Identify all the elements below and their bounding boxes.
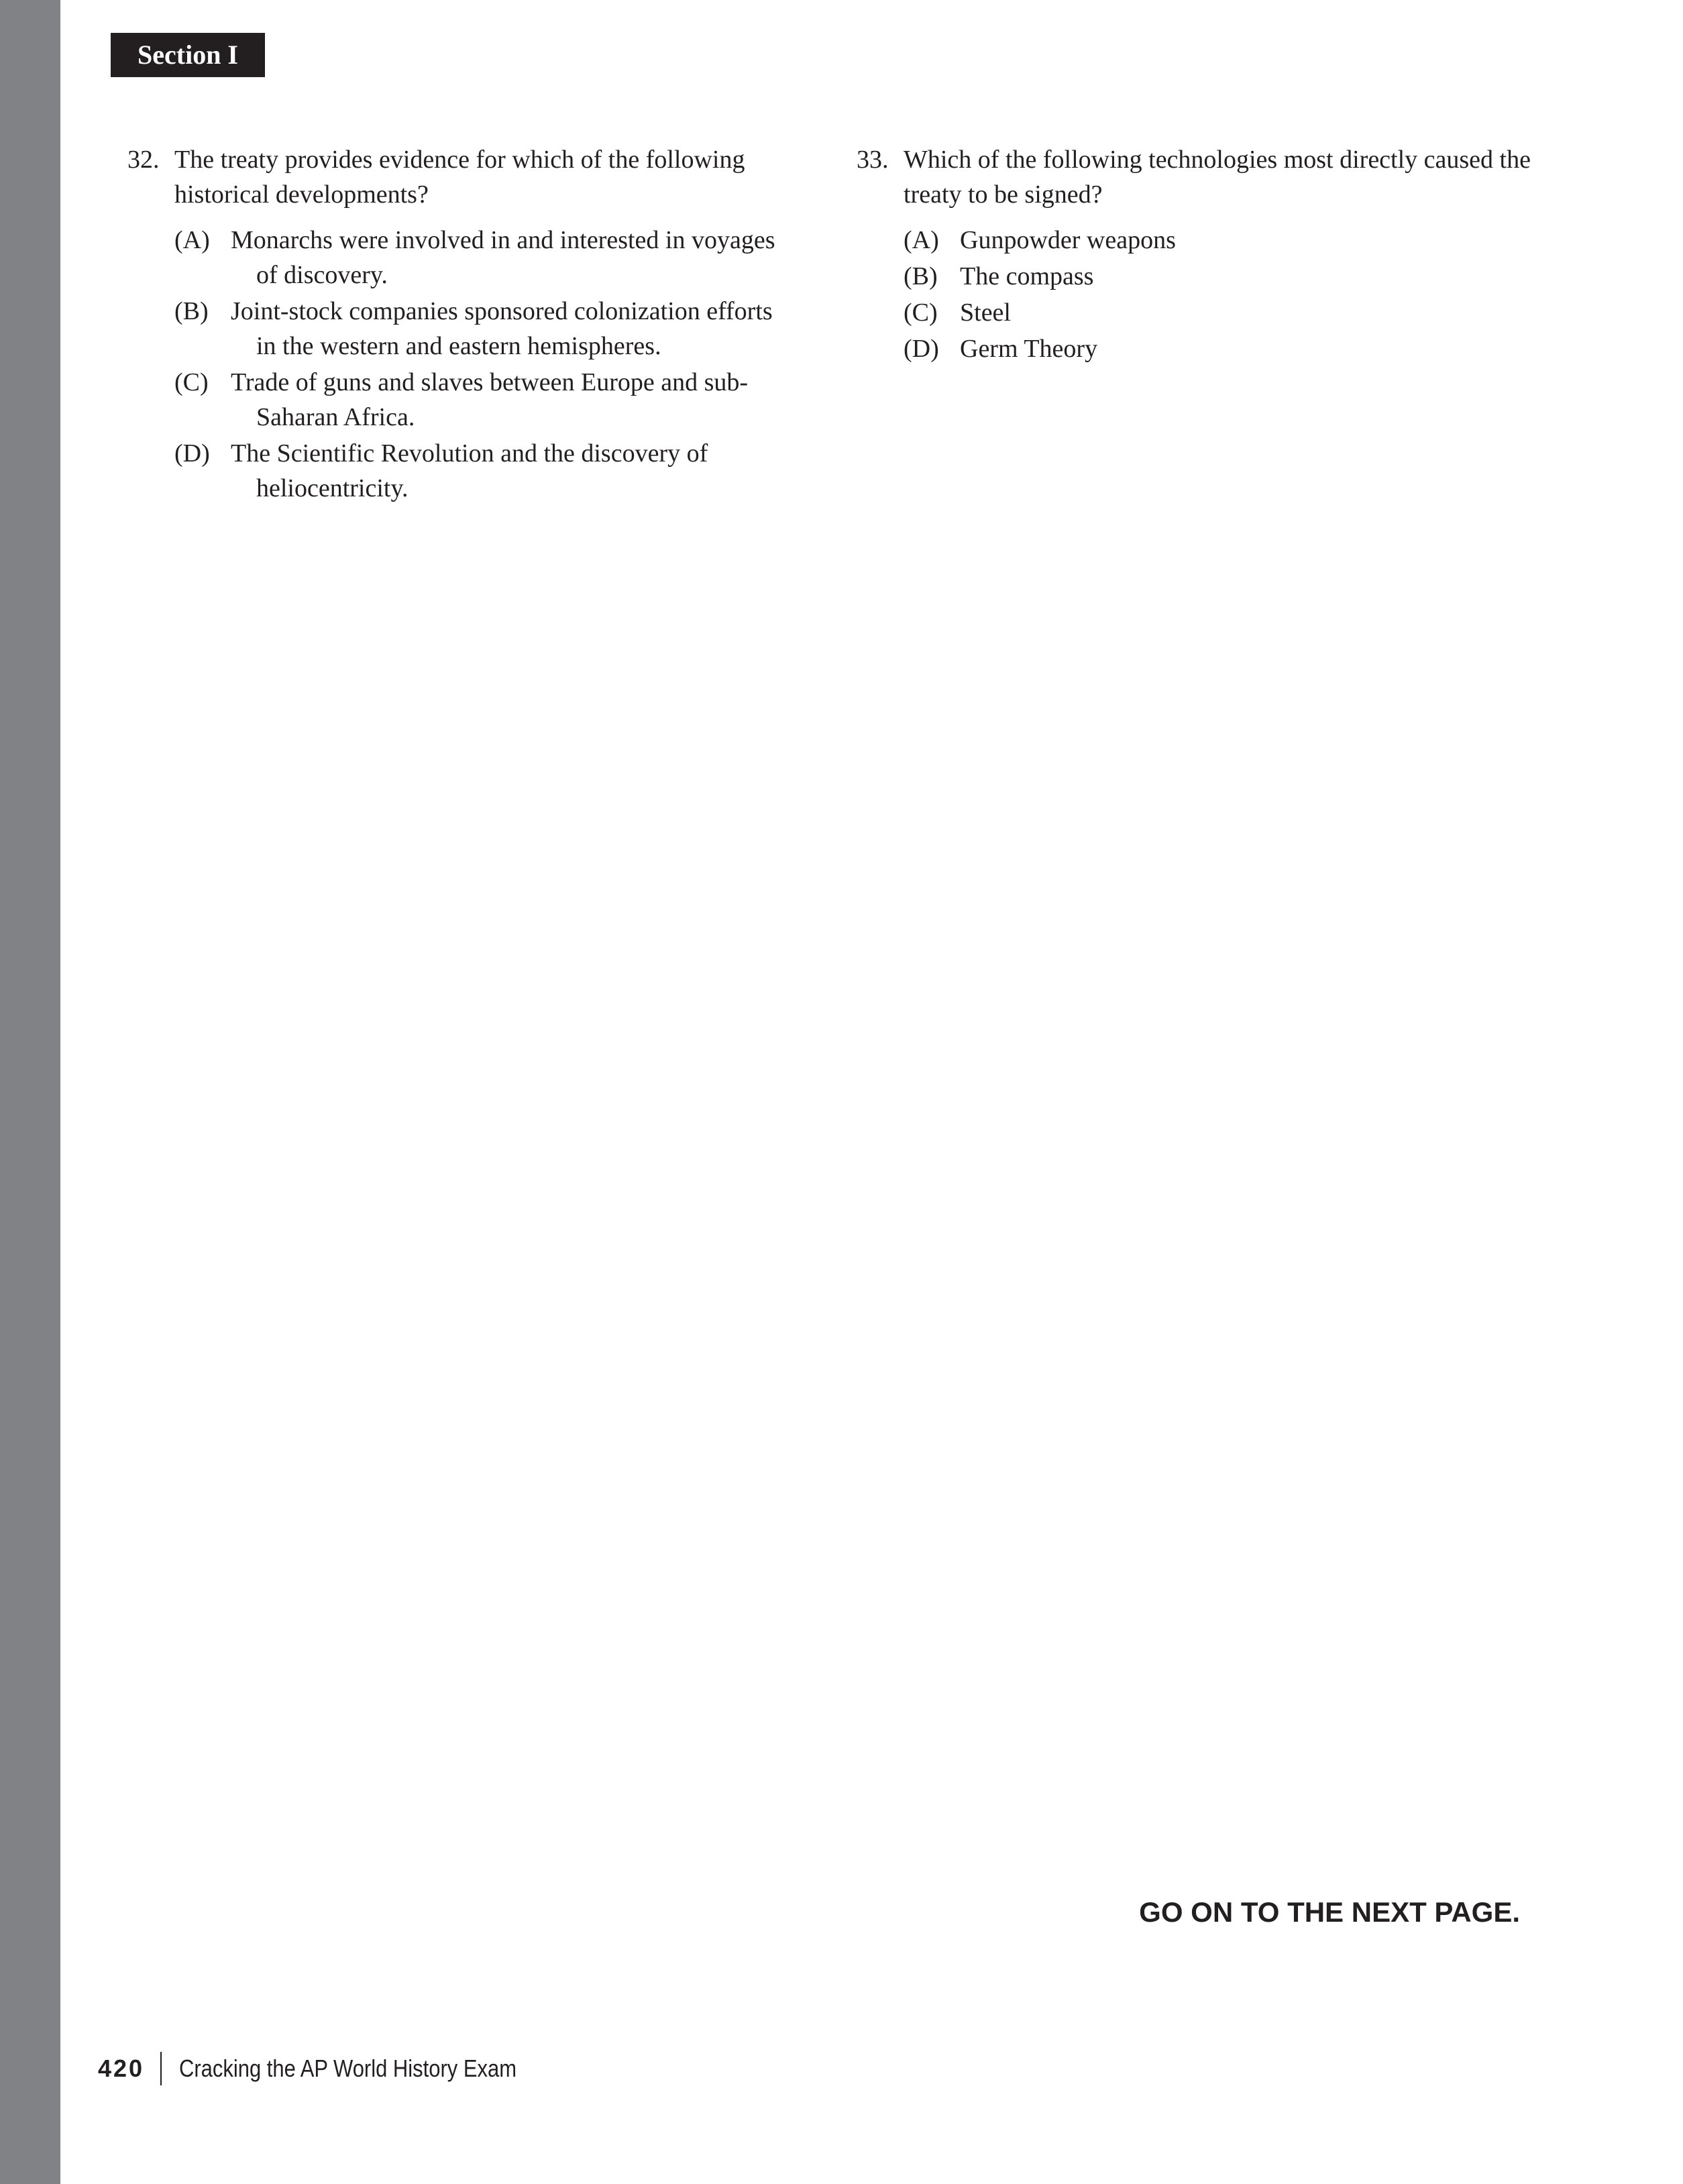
answer-choice-b[interactable]	[174, 294, 798, 364]
answer-choice-a[interactable]	[904, 223, 1541, 258]
answer-choice-d[interactable]	[904, 331, 1541, 366]
choice-text: Trade of guns and slaves between Europe and sub-Saharan Africa.	[231, 368, 749, 431]
page-number: 420	[98, 2055, 145, 2082]
choice-letter: (C)	[174, 368, 209, 396]
book-title: Cracking the AP World History Exam	[179, 2055, 517, 2082]
choice-text: Germ Theory	[960, 335, 1098, 363]
choice-letter: (B)	[904, 262, 938, 290]
section-tab: Section I	[111, 33, 265, 77]
choice-text: Monarchs were involved in and interested in voyages of discovery.	[231, 226, 775, 289]
answer-choice-d[interactable]	[174, 436, 798, 506]
answer-choice-b[interactable]	[904, 259, 1541, 294]
page-footer	[98, 2051, 572, 2086]
choice-text: Joint-stock companies sponsored colonization efforts in the western and eastern hemispheres.	[231, 297, 773, 360]
question-stem	[127, 142, 798, 212]
choice-text: Steel	[960, 298, 1011, 327]
answer-choices	[857, 223, 1541, 366]
choice-letter: (A)	[904, 226, 939, 254]
question-number: 32.	[127, 146, 160, 174]
question-33	[857, 142, 1541, 368]
question-number: 33.	[857, 146, 889, 174]
page-edge-bar	[0, 0, 60, 2184]
choice-letter: (A)	[174, 226, 210, 254]
answer-choice-a[interactable]	[174, 223, 798, 292]
question-stem	[857, 142, 1541, 212]
question-32	[127, 142, 798, 507]
next-page-notice: GO ON TO THE NEXT PAGE.	[1139, 1896, 1520, 1928]
choice-text: The Scientific Revolution and the discovery of heliocentricity.	[231, 439, 708, 502]
answer-choices	[127, 223, 798, 506]
question-text: Which of the following technologies most directly caused the treaty to be signed?	[904, 146, 1531, 209]
footer-divider	[160, 2052, 162, 2085]
choice-letter: (D)	[904, 335, 939, 363]
choice-letter: (B)	[174, 297, 209, 325]
question-text: The treaty provides evidence for which of the following historical developments?	[174, 146, 745, 209]
choice-letter: (D)	[174, 439, 210, 468]
answer-choice-c[interactable]	[904, 295, 1541, 330]
choice-text: The compass	[960, 262, 1094, 290]
answer-choice-c[interactable]	[174, 365, 798, 435]
choice-letter: (C)	[904, 298, 938, 327]
choice-text: Gunpowder weapons	[960, 226, 1176, 254]
